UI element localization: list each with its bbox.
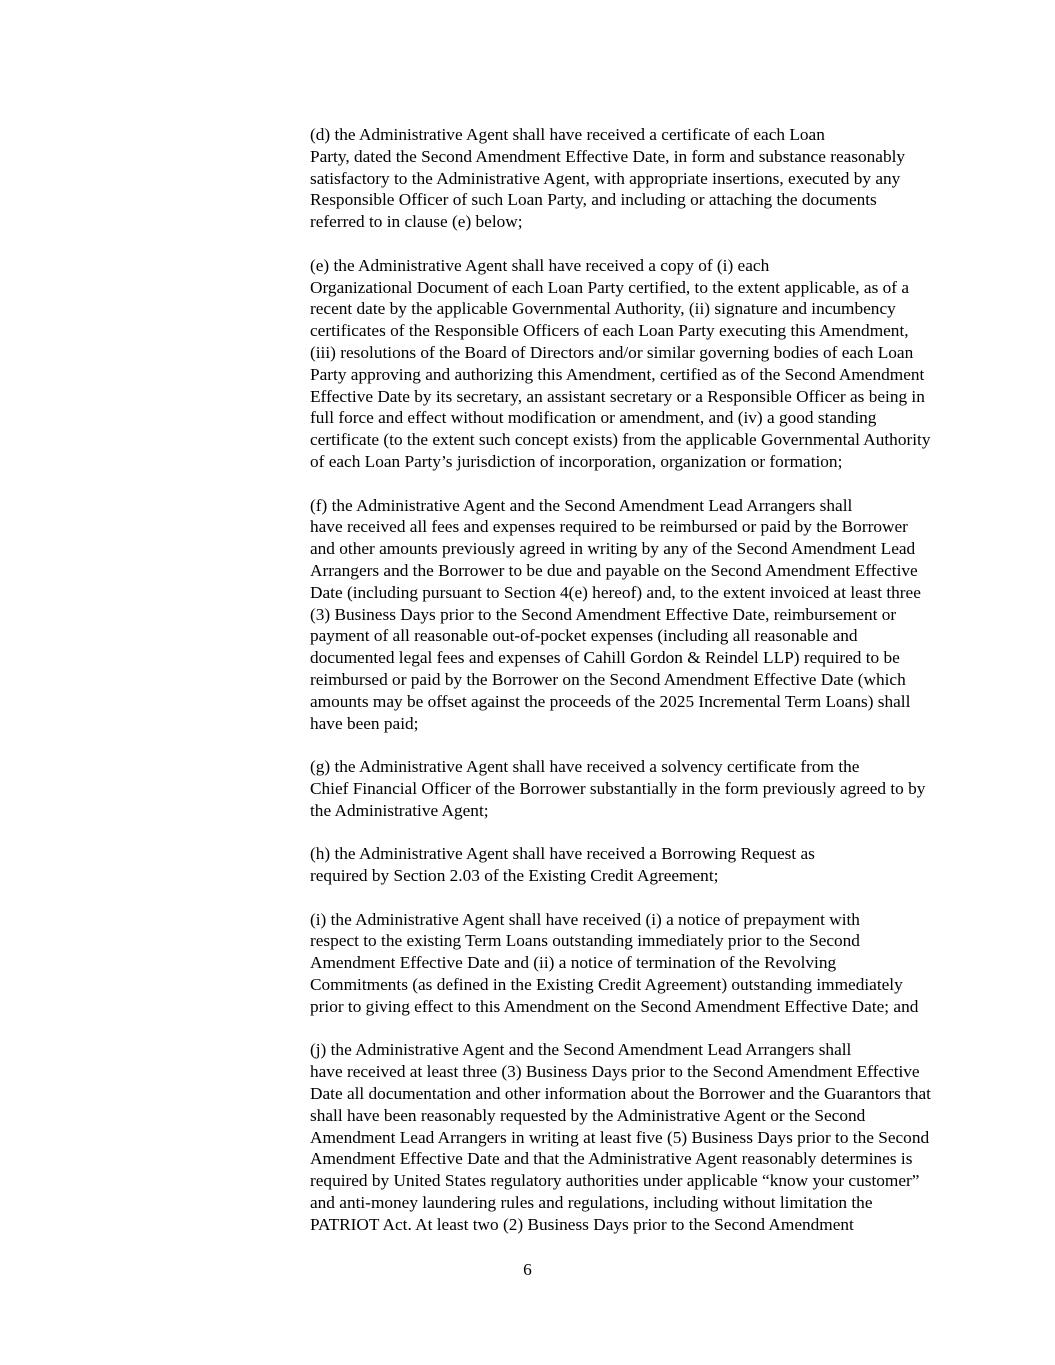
paragraph-e: [248, 255, 932, 473]
text-line: (h) the Administrative Agent shall have received a Borrowing Request as: [310, 844, 815, 864]
text-line: Chief Financial Officer of the Borrower substantially in the form previously agreed to by: [310, 778, 926, 798]
text-line: Party, dated the Second Amendment Effective Date, in form and substance reasonably: [310, 146, 906, 166]
text-line: Effective Date by its secretary, an assistant secretary or a Responsible Officer as being in: [310, 386, 925, 406]
text-line: (j) the Administrative Agent and the Second Amendment Lead Arrangers shall: [310, 1040, 852, 1060]
document-page: [248, 124, 932, 1257]
paragraph-j: [248, 1039, 932, 1235]
text-line: Commitments (as defined in the Existing Credit Agreement) outstanding immediately: [310, 975, 903, 995]
text-line: of each Loan Party’s jurisdiction of incorporation, organization or formation;: [310, 451, 843, 471]
text-line: and other amounts previously agreed in writing by any of the Second Amendment Lead: [310, 539, 916, 559]
text-line: Organizational Document of each Loan Party certified, to the extent applicable, as of a: [310, 277, 910, 297]
page-number: 6: [523, 1260, 532, 1279]
text-line: the Administrative Agent;: [310, 800, 489, 820]
text-line: amounts may be offset against the proceeds of the 2025 Incremental Term Loans) shall: [310, 691, 911, 711]
text-line: Date all documentation and other information about the Borrower and the Guarantors that: [310, 1084, 931, 1104]
paragraph-f: [248, 495, 932, 735]
text-line: Amendment Effective Date and that the Administrative Agent reasonably determines is: [310, 1149, 913, 1169]
text-line: payment of all reasonable out-of-pocket expenses (including all reasonable and: [310, 626, 858, 646]
text-line: shall have been reasonably requested by the Administrative Agent or the Second: [310, 1105, 866, 1125]
text-line: Date (including pursuant to Section 4(e) hereof) and, to the extent invoiced at least three: [310, 582, 921, 602]
text-line: Amendment Effective Date and (ii) a notice of termination of the Revolving: [310, 953, 837, 973]
text-line: full force and effect without modification or amendment, and (iv) a good standing: [310, 408, 877, 428]
text-line: have been paid;: [310, 713, 419, 733]
text-line: certificates of the Responsible Officers of each Loan Party executing this Amendment,: [310, 321, 909, 341]
text-line: (3) Business Days prior to the Second Amendment Effective Date, reimbursement or: [310, 604, 897, 624]
text-line: have received at least three (3) Business Days prior to the Second Amendment Effective: [310, 1062, 920, 1082]
text-line: required by United States regulatory authorities under applicable “know your customer”: [310, 1171, 920, 1191]
paragraph-h: [248, 843, 932, 887]
text-line: have received all fees and expenses required to be reimbursed or paid by the Borrower: [310, 517, 908, 537]
text-line: Arrangers and the Borrower to be due and payable on the Second Amendment Effective: [310, 560, 918, 580]
text-line: required by Section 2.03 of the Existing Credit Agreement;: [310, 866, 719, 886]
text-line: Responsible Officer of such Loan Party, and including or attaching the documents: [310, 190, 877, 210]
text-line: (f) the Administrative Agent and the Second Amendment Lead Arrangers shall: [310, 495, 853, 515]
text-line: Amendment Lead Arrangers in writing at least five (5) Business Days prior to the Second: [310, 1127, 930, 1147]
text-line: Party approving and authorizing this Amendment, certified as of the Second Amendment: [310, 364, 925, 384]
paragraph-g: [248, 756, 932, 821]
text-line: certificate (to the extent such concept exists) from the applicable Governmental Authority: [310, 430, 931, 450]
text-line: (d) the Administrative Agent shall have received a certificate of each Loan: [310, 125, 825, 144]
text-line: documented legal fees and expenses of Cahill Gordon & Reindel LLP) required to be: [310, 648, 900, 668]
text-line: recent date by the applicable Governmental Authority, (ii) signature and incumbency: [310, 299, 896, 319]
text-line: and anti-money laundering rules and regulations, including without limitation the: [310, 1193, 873, 1213]
text-line: (g) the Administrative Agent shall have received a solvency certificate from the: [310, 757, 860, 777]
text-line: prior to giving effect to this Amendment on the Second Amendment Effective Date; and: [310, 996, 919, 1016]
text-line: (i) the Administrative Agent shall have received (i) a notice of prepayment with: [310, 909, 860, 929]
paragraph-d: [248, 124, 932, 233]
text-line: PATRIOT Act. At least two (2) Business Days prior to the Second Amendment: [310, 1214, 854, 1234]
text-line: respect to the existing Term Loans outstanding immediately prior to the Second: [310, 931, 860, 951]
text-line: (iii) resolutions of the Board of Directors and/or similar governing bodies of each Loan: [310, 342, 914, 362]
text-line: reimbursed or paid by the Borrower on the Second Amendment Effective Date (which: [310, 669, 906, 689]
text-line: satisfactory to the Administrative Agent, with appropriate insertions, executed by any: [310, 168, 901, 188]
text-line: referred to in clause (e) below;: [310, 212, 523, 232]
paragraph-i: [248, 909, 932, 1018]
text-line: (e) the Administrative Agent shall have received a copy of (i) each: [310, 255, 770, 275]
